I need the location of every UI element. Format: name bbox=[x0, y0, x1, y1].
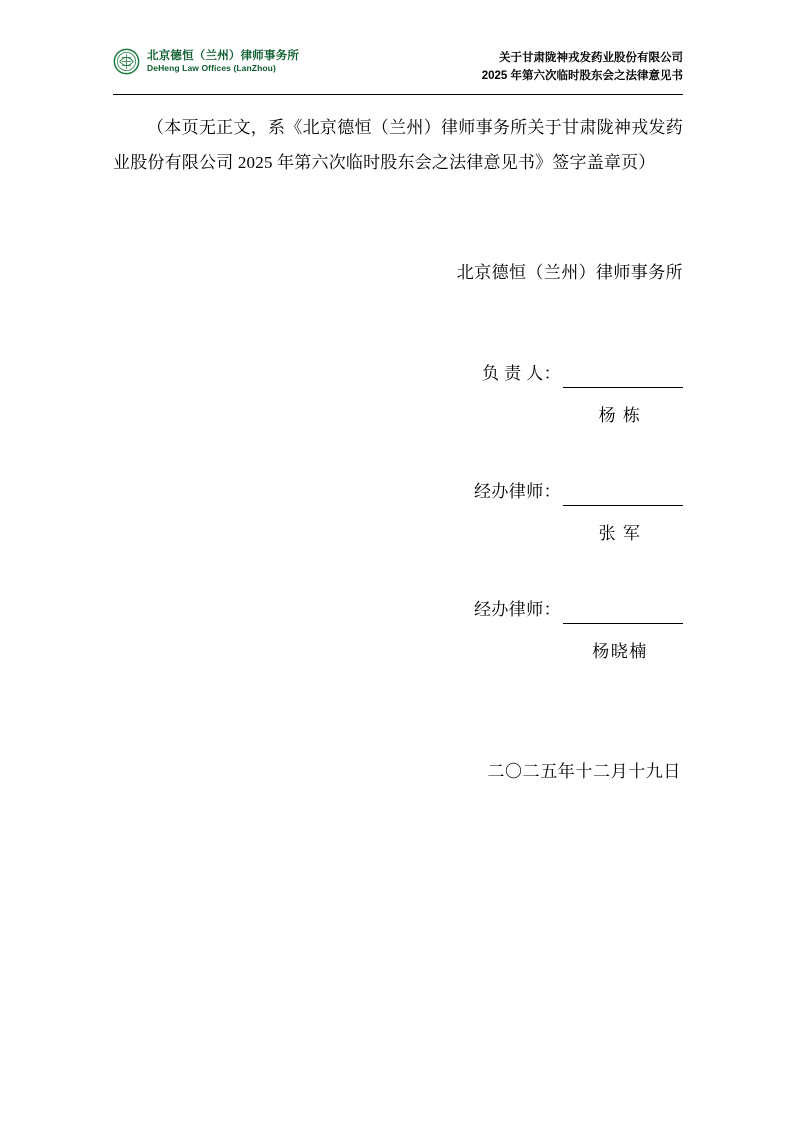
signature-line bbox=[563, 488, 683, 506]
signature-name: 张 军 bbox=[598, 524, 642, 543]
deheng-seal-icon bbox=[113, 48, 140, 75]
signature-label: 经办律师： bbox=[474, 482, 561, 501]
signature-line bbox=[563, 370, 683, 388]
no-text-paragraph: （本页无正文，系《北京德恒（兰州）律师事务所关于甘肃陇神戎发药业股份有限公司 2025 年第六次临时股东会之法律意见书》签字盖章页） bbox=[113, 118, 683, 172]
signature-label: 负 责 人： bbox=[482, 364, 561, 383]
signing-date: 二〇二五年十二月十九日 bbox=[487, 762, 681, 781]
signature-block bbox=[113, 360, 683, 662]
firm-logo-block bbox=[113, 44, 299, 75]
signature-name: 杨晓楠 bbox=[592, 642, 648, 661]
signature-entry bbox=[113, 360, 683, 426]
signature-label: 经办律师： bbox=[474, 600, 561, 619]
firm-name-en: DeHeng Law Offices (LanZhou) bbox=[147, 62, 276, 73]
header-subject-line-2: 2025 年第六次临时股东会之法律意见书 bbox=[481, 69, 683, 82]
signature-spacer bbox=[113, 544, 683, 596]
signature-entry bbox=[113, 478, 683, 544]
signature-spacer bbox=[113, 426, 683, 478]
signing-firm-name: 北京德恒（兰州）律师事务所 bbox=[456, 263, 683, 282]
header-subject bbox=[482, 44, 683, 86]
signature-name: 杨 栋 bbox=[598, 406, 642, 425]
header-divider bbox=[113, 94, 683, 95]
page-header bbox=[113, 44, 683, 94]
signature-entry bbox=[113, 596, 683, 662]
signature-line bbox=[563, 606, 683, 624]
document-body bbox=[113, 110, 683, 782]
firm-name-cn: 北京德恒（兰州）律师事务所 bbox=[147, 49, 300, 62]
header-subject-line-1: 关于甘肃陇神戎发药业股份有限公司 bbox=[499, 52, 683, 64]
